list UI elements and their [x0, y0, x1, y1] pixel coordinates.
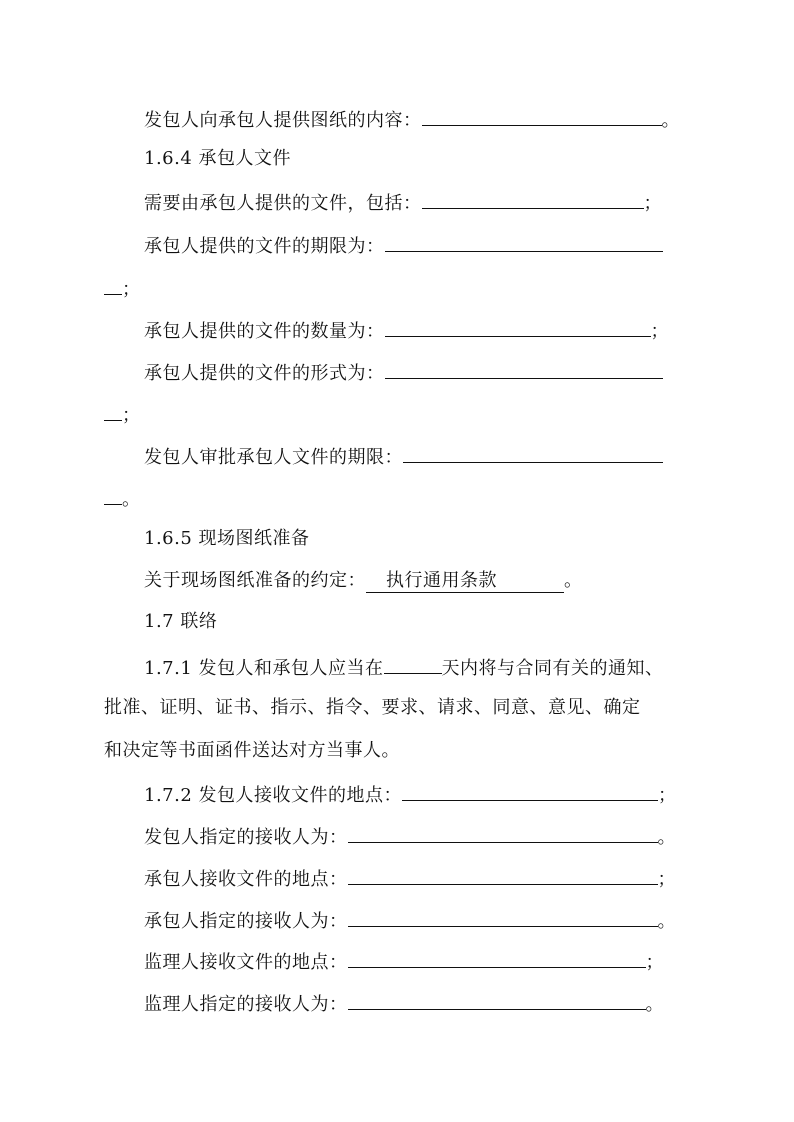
contractor-docs-blank[interactable] [422, 186, 644, 209]
line-end-punct: 。 [564, 570, 583, 591]
employer-address-line [144, 778, 677, 808]
line-end-punct: ； [650, 321, 669, 342]
line-end-punct: 。 [122, 489, 141, 510]
docs-quantity-line [144, 314, 669, 344]
employer-address-label: 1.7.2 发包人接收文件的地点： [144, 785, 403, 806]
site-drawing-label: 关于现场图纸准备的约定： [144, 570, 366, 591]
supervisor-address-label: 监理人接收文件的地点： [144, 952, 348, 973]
line-end-punct: 。 [645, 994, 664, 1015]
approval-deadline-blank[interactable] [403, 440, 663, 463]
employer-receiver-line [144, 820, 676, 850]
paragraph-1-7-1-text-b: 天内将与合同有关的通知、 [441, 658, 664, 679]
section-heading-1-6-5: 1.6.5 现场图纸准备 [144, 528, 310, 549]
section-heading-1-6-4: 1.6.4 承包人文件 [144, 148, 292, 169]
section-heading-1-7: 1.7 联络 [144, 611, 218, 632]
approval-deadline-blank-cont[interactable] [104, 482, 122, 505]
supervisor-receiver-blank[interactable] [348, 987, 646, 1010]
docs-deadline-label: 承包人提供的文件的期限为： [144, 236, 385, 257]
contractor-receiver-label: 承包人指定的接收人为： [144, 911, 348, 932]
docs-format-line [144, 356, 663, 386]
approval-deadline-label: 发包人审批承包人文件的期限： [144, 447, 403, 468]
contractor-address-line [144, 862, 676, 892]
contractor-receiver-blank[interactable] [348, 904, 658, 927]
supervisor-address-blank[interactable] [348, 945, 646, 968]
docs-deadline-blank-cont[interactable] [104, 272, 122, 295]
drawing-content-line [144, 103, 680, 133]
line-end-punct: ； [122, 405, 141, 426]
paragraph-1-7-1-text-a: 1.7.1 发包人和承包人应当在 [144, 658, 384, 679]
supervisor-receiver-line [144, 987, 664, 1017]
line-end-punct: ； [658, 785, 677, 806]
line-end-punct: ； [122, 279, 141, 300]
line-end-punct: ； [657, 869, 676, 890]
docs-format-line-cont [104, 398, 141, 428]
docs-quantity-blank[interactable] [385, 314, 651, 337]
drawing-content-label: 发包人向承包人提供图纸的内容： [144, 110, 422, 131]
paragraph-1-7-1-line1 [144, 651, 664, 681]
paragraph-1-7-1-line3: 和决定等书面函件送达对方当事人。 [104, 740, 400, 761]
docs-deadline-blank[interactable] [385, 229, 663, 252]
employer-receiver-label: 发包人指定的接收人为： [144, 827, 348, 848]
contractor-address-label: 承包人接收文件的地点： [144, 869, 348, 890]
paragraph-1-7-1-line2: 批准、证明、证书、指示、指令、要求、请求、同意、意见、确定 [104, 697, 641, 718]
docs-deadline-line [144, 229, 663, 259]
line-end-punct: 。 [657, 911, 676, 932]
docs-deadline-line-cont [104, 272, 141, 302]
line-end-punct: ； [643, 193, 662, 214]
contractor-docs-line [144, 186, 662, 216]
contractor-address-blank[interactable] [348, 862, 658, 885]
site-drawing-line [144, 566, 583, 596]
line-end-punct: ； [645, 952, 664, 973]
approval-deadline-line-cont [104, 482, 141, 512]
site-drawing-value[interactable]: 执行通用条款 [366, 570, 564, 593]
supervisor-address-line [144, 945, 664, 975]
approval-deadline-line [144, 440, 663, 470]
drawing-content-blank[interactable] [422, 103, 662, 126]
docs-format-blank[interactable] [385, 356, 663, 379]
docs-quantity-label: 承包人提供的文件的数量为： [144, 321, 385, 342]
line-end-punct: 。 [657, 827, 676, 848]
employer-receiver-blank[interactable] [348, 820, 658, 843]
contractor-docs-label: 需要由承包人提供的文件，包括： [144, 193, 422, 214]
line-end-punct: 。 [661, 110, 680, 131]
contractor-receiver-line [144, 904, 676, 934]
docs-format-blank-cont[interactable] [104, 398, 122, 421]
days-blank[interactable] [384, 651, 442, 674]
employer-address-blank[interactable] [402, 778, 658, 801]
supervisor-receiver-label: 监理人指定的接收人为： [144, 994, 348, 1015]
docs-format-label: 承包人提供的文件的形式为： [144, 363, 385, 384]
